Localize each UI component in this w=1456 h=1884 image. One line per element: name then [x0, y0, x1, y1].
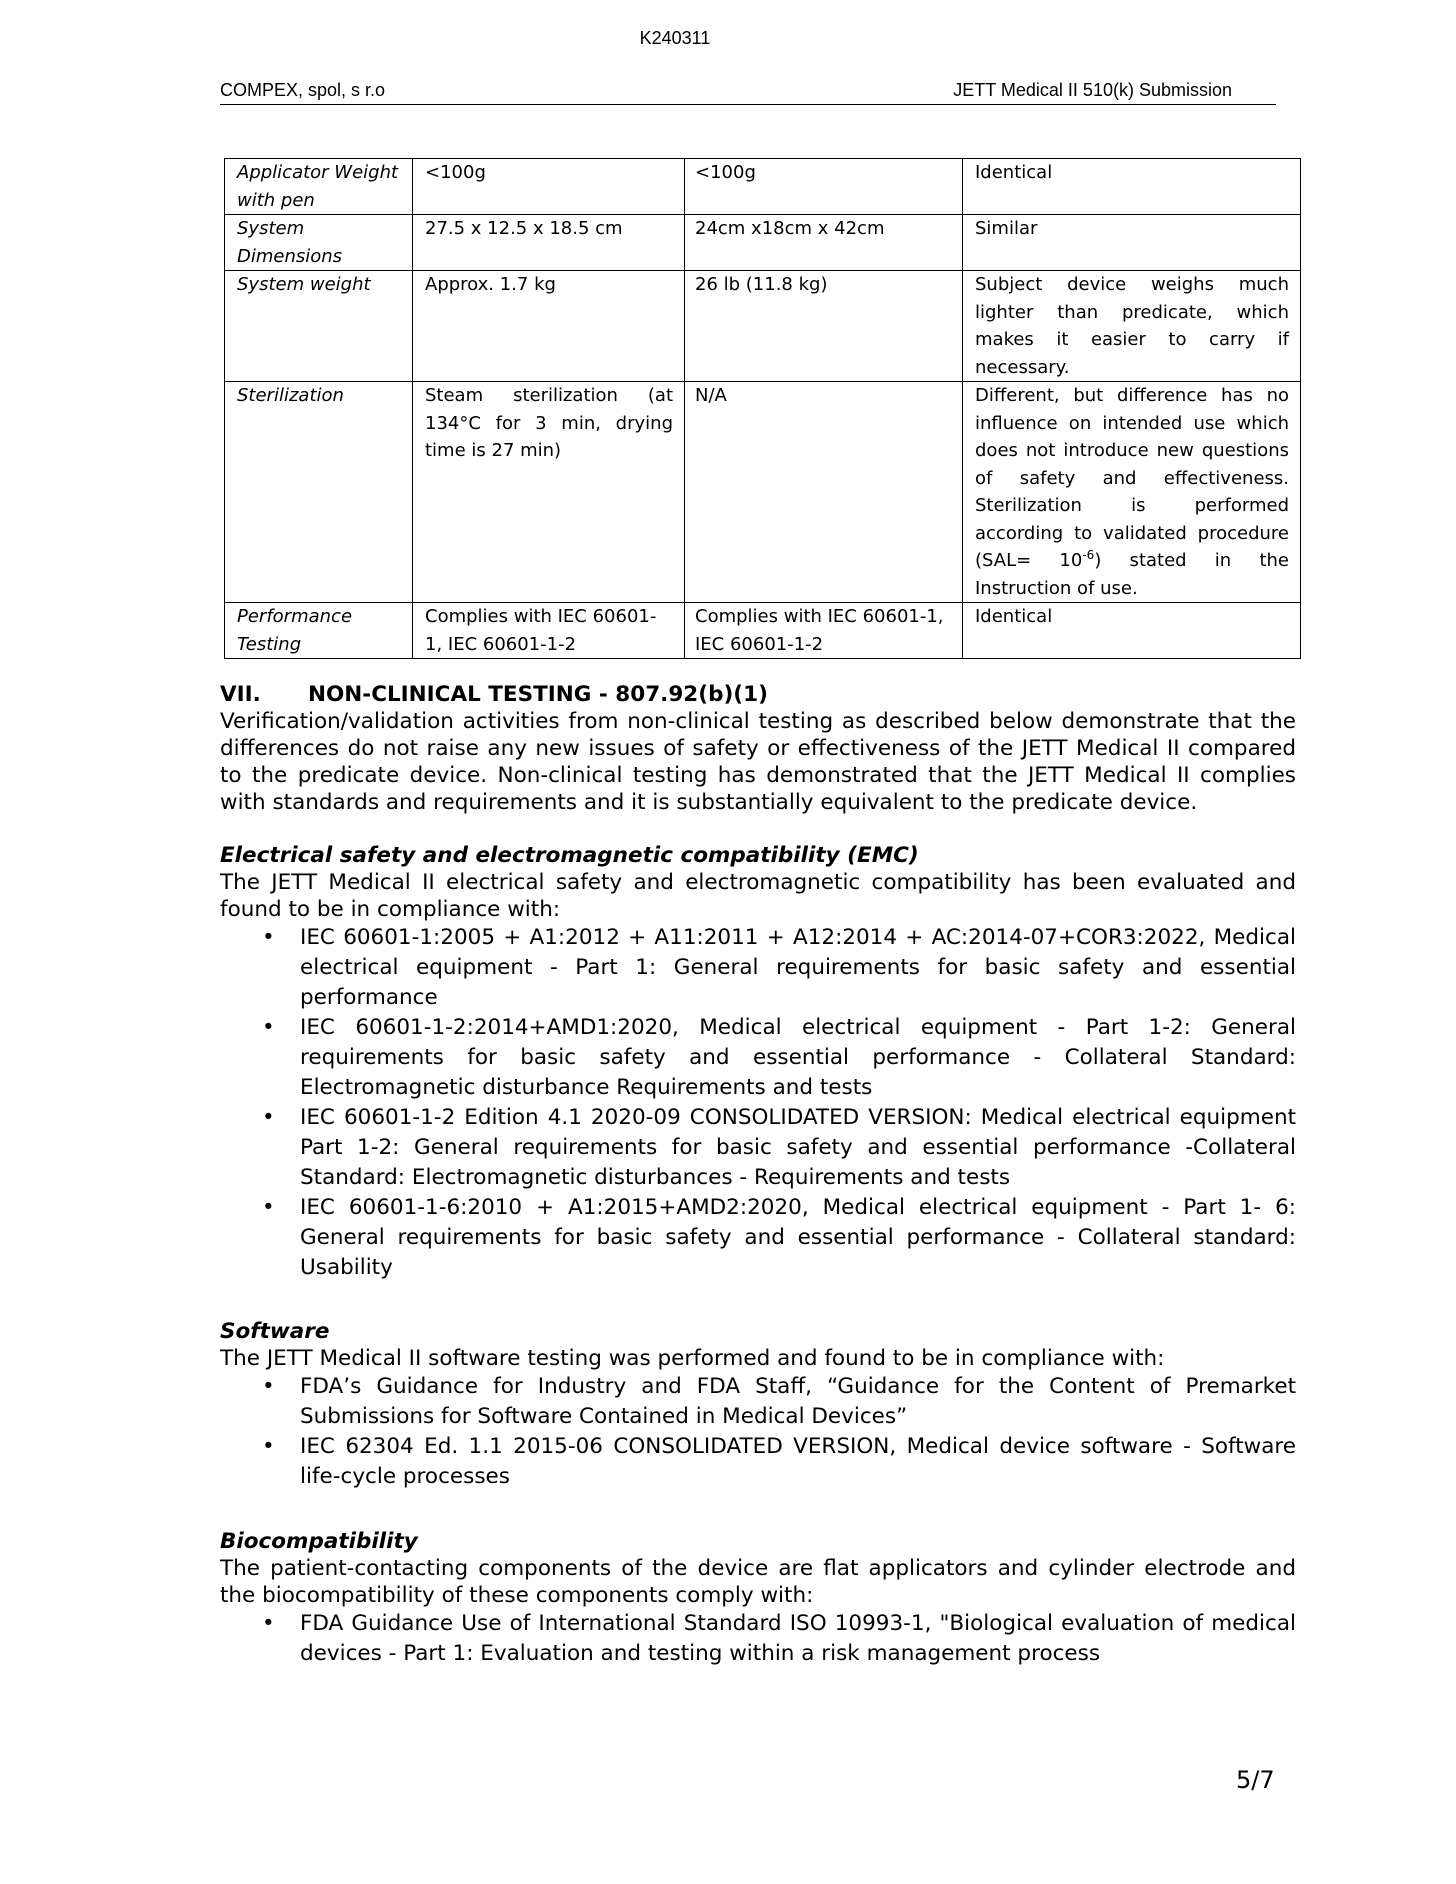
table-row — [225, 159, 1301, 215]
subject-cell: Steam sterilization (at 134°C for 3 min, drying time is 27 min) — [413, 382, 685, 603]
biocompatibility-block — [220, 1528, 1296, 1669]
feature-cell: Sterilization — [225, 382, 413, 603]
software-text: The JETT Medical II software testing was performed and found to be in compliance with: — [220, 1346, 1165, 1371]
list-item: • IEC 60601-1-2 Edition 4.1 2020-09 CONSOLIDATED VERSION: Medical electrical equipment Part 1-2: General requirements for basic safety and essential performance -Collateral Standard: Electromagnetic disturbances - Requirements and tests — [220, 1103, 1296, 1193]
subject-cell: <100g — [413, 159, 685, 215]
section-number: VII. — [220, 682, 261, 707]
comparison-cell: Identical — [963, 603, 1301, 659]
document-id: K240311 — [639, 28, 711, 48]
section-heading — [220, 681, 768, 708]
section-title: NON-CLINICAL TESTING - 807.92(b)(1) — [308, 682, 768, 707]
predicate-cell: Complies with IEC 60601-1, IEC 60601-1-2 — [685, 603, 963, 659]
section-intro: Verification/validation activities from non-clinical testing as described below demonstrate that the differences do not raise any new issues of safety or effectiveness of the JETT Medical II compared to the predicate device. Non-clinical testing has demonstrated that the JETT Medical II complies with standards and requirements and it is substantially equivalent to the predicate device. — [220, 709, 1296, 815]
page-number: 5/7 — [1236, 1766, 1275, 1794]
feature-cell: Applicator Weight with pen — [225, 159, 413, 215]
table-row — [225, 382, 1301, 603]
comparison-text-b: ) stated in the Instruction of use. — [975, 550, 1289, 599]
table-row — [225, 215, 1301, 271]
table-row — [225, 271, 1301, 382]
page-header — [220, 80, 1276, 105]
list-item: • IEC 60601-1-6:2010 + A1:2015+AMD2:2020, Medical electrical equipment - Part 1- 6: General requirements for basic safety and essential performance - Collateral standard: Usability — [220, 1193, 1296, 1283]
feature-cell: System Dimensions — [225, 215, 413, 271]
emc-text: The JETT Medical II electrical safety and electromagnetic compatibility has been evaluated and found to be in compliance with: — [220, 870, 1296, 922]
comparison-exponent: -6 — [1082, 548, 1095, 562]
predicate-cell: 26 lb (11.8 kg) — [685, 271, 963, 382]
biocompatibility-text: The patient-contacting components of the device are flat applicators and cylinder electrode and the biocompatibility of these components comply with: — [220, 1556, 1296, 1608]
comparison-cell: Subject device weighs much lighter than predicate, which makes it easier to carry if necessary. — [963, 271, 1301, 382]
list-item: • IEC 62304 Ed. 1.1 2015-06 CONSOLIDATED VERSION, Medical device software - Software life-cycle processes — [220, 1432, 1296, 1492]
comparison-text-a: Different, but difference has no influence on intended use which does not introduce new questions of safety and effectiveness. Sterilization is performed according to validated procedure (SAL= 10 — [975, 385, 1289, 571]
software-block — [220, 1318, 1296, 1492]
emc-heading: Electrical safety and electromagnetic compatibility (EMC) — [220, 843, 919, 868]
software-heading: Software — [220, 1319, 330, 1344]
submission-title: JETT Medical II 510(k) Submission — [953, 80, 1232, 100]
predicate-cell: N/A — [685, 382, 963, 603]
software-list — [220, 1372, 1296, 1492]
list-item: • IEC 60601-1-2:2014+AMD1:2020, Medical electrical equipment - Part 1-2: General requirements for basic safety and essential performance - Collateral Standard: Electromagnetic disturbance Requirements and tests — [220, 1013, 1296, 1103]
list-item: • IEC 60601-1:2005 + A1:2012 + A11:2011 + A12:2014 + AC:2014-07+COR3:2022, Medical electrical equipment - Part 1: General requirements for basic safety and essential performance — [220, 923, 1296, 1013]
feature-cell: Performance Testing — [225, 603, 413, 659]
emc-block — [220, 842, 1296, 1283]
subject-cell: Approx. 1.7 kg — [413, 271, 685, 382]
biocompatibility-list — [220, 1609, 1296, 1669]
table-row — [225, 603, 1301, 659]
list-item: • FDA Guidance Use of International Standard ISO 10993-1, "Biological evaluation of medical devices - Part 1: Evaluation and testing within a risk management process — [220, 1609, 1296, 1669]
comparison-cell: Identical — [963, 159, 1301, 215]
subject-cell: 27.5 x 12.5 x 18.5 cm — [413, 215, 685, 271]
list-item: • FDA’s Guidance for Industry and FDA Staff, “Guidance for the Content of Premarket Submissions for Software Contained in Medical Devices” — [220, 1372, 1296, 1432]
predicate-cell: 24cm x18cm x 42cm — [685, 215, 963, 271]
emc-list — [220, 923, 1296, 1283]
comparison-table — [224, 158, 1301, 659]
comparison-cell: Similar — [963, 215, 1301, 271]
feature-cell: System weight — [225, 271, 413, 382]
company-name: COMPEX, spol, s r.o — [220, 80, 386, 100]
biocompatibility-heading: Biocompatibility — [220, 1529, 418, 1554]
predicate-cell: <100g — [685, 159, 963, 215]
subject-cell: Complies with IEC 60601-1, IEC 60601-1-2 — [413, 603, 685, 659]
comparison-cell — [963, 382, 1301, 603]
